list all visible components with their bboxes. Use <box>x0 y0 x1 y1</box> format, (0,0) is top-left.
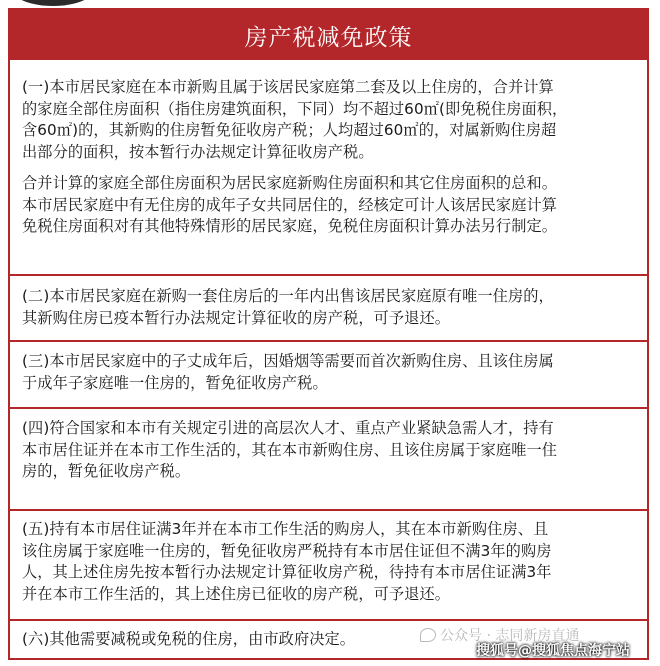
section-divider <box>10 340 647 342</box>
sohu-watermark: 搜狐号@搜狐焦点海宁站 <box>476 643 630 659</box>
policy-section-2 <box>10 286 647 329</box>
section-4-paragraph: (四)符合国家和本市有关规定引进的高层次人才、重点产业紧缺急需人才，持有 本市居住证并在本市工作生活的，其在本市新购住房、且该住房属于家庭唯一住 房的，暂免征收房产税。 <box>22 419 558 480</box>
document-header <box>10 10 647 60</box>
document-title: 房产税减免政策 <box>244 24 413 51</box>
policy-section-3 <box>10 351 647 394</box>
wechat-icon <box>420 628 436 642</box>
policy-document <box>8 8 649 660</box>
section-divider <box>10 407 647 409</box>
policy-section-4 <box>10 418 647 483</box>
section-3-paragraph: (三)本市居民家庭中的子丈成年后，因婚烟等需要而首次新购住房、且该住房属 于成年子家庭唯一住房的，暂免征收房产税。 <box>22 352 554 392</box>
section-5-paragraph: (五)持有本市居住证满3年并在本市工作生活的购房人，其在本市新购住房、且 该住房属于家庭唯一住房的，暂免征收房严税持有本市居住证但不满3年的购房 人，其上述住房先按本暂行办法规定计算征收房产税，待持有本市居住证满3年 并在本市工作生活的，其上述住房已征收的房产税，可予退还。 <box>22 520 552 603</box>
section-6-paragraph: (六)其他需要减税或免税的住房，由市政府决定。 <box>22 630 356 648</box>
section-1-paragraph-2: 合并计算的家庭全部住房面积为居民家庭新购住房面积和其它住房面积的总和。 本市居民家庭中有无住房的成年子女共同居住的，经核定可计人该居民家庭计算 免税住房面积对有其他特殊情形的居民家庭，免税住房面积计算办法另行制定。 <box>22 174 558 235</box>
policy-section-1 <box>10 77 647 238</box>
wechat-watermark-text: 公众号 · 志同新房直通 <box>440 628 580 644</box>
section-1-paragraph-1: (一)本市居民家庭在本市新购且属于该居民家庭第二套及以上住房的，合并计算 的家庭全部住房面积（指住房建筑面积，下同）均不超过60㎡(即免税住房面积， 含60㎡)的，其新购的住房暂免征收房产税；人均超过60㎡的，对属新购住房超 出部分的面积，按本暂行办法规定计算征收房产税。 <box>22 78 568 161</box>
section-divider <box>10 274 647 276</box>
decorative-top-shape <box>8 0 98 6</box>
section-divider <box>10 619 647 621</box>
policy-section-5 <box>10 519 647 605</box>
section-2-paragraph: (二)本市居民家庭在新购一套住房后的一年内出售该居民家庭原有唯一住房的， 其新购住房已疫本暂行办法规定计算征收的房产税，可予退还。 <box>22 287 554 327</box>
section-divider <box>10 509 647 511</box>
